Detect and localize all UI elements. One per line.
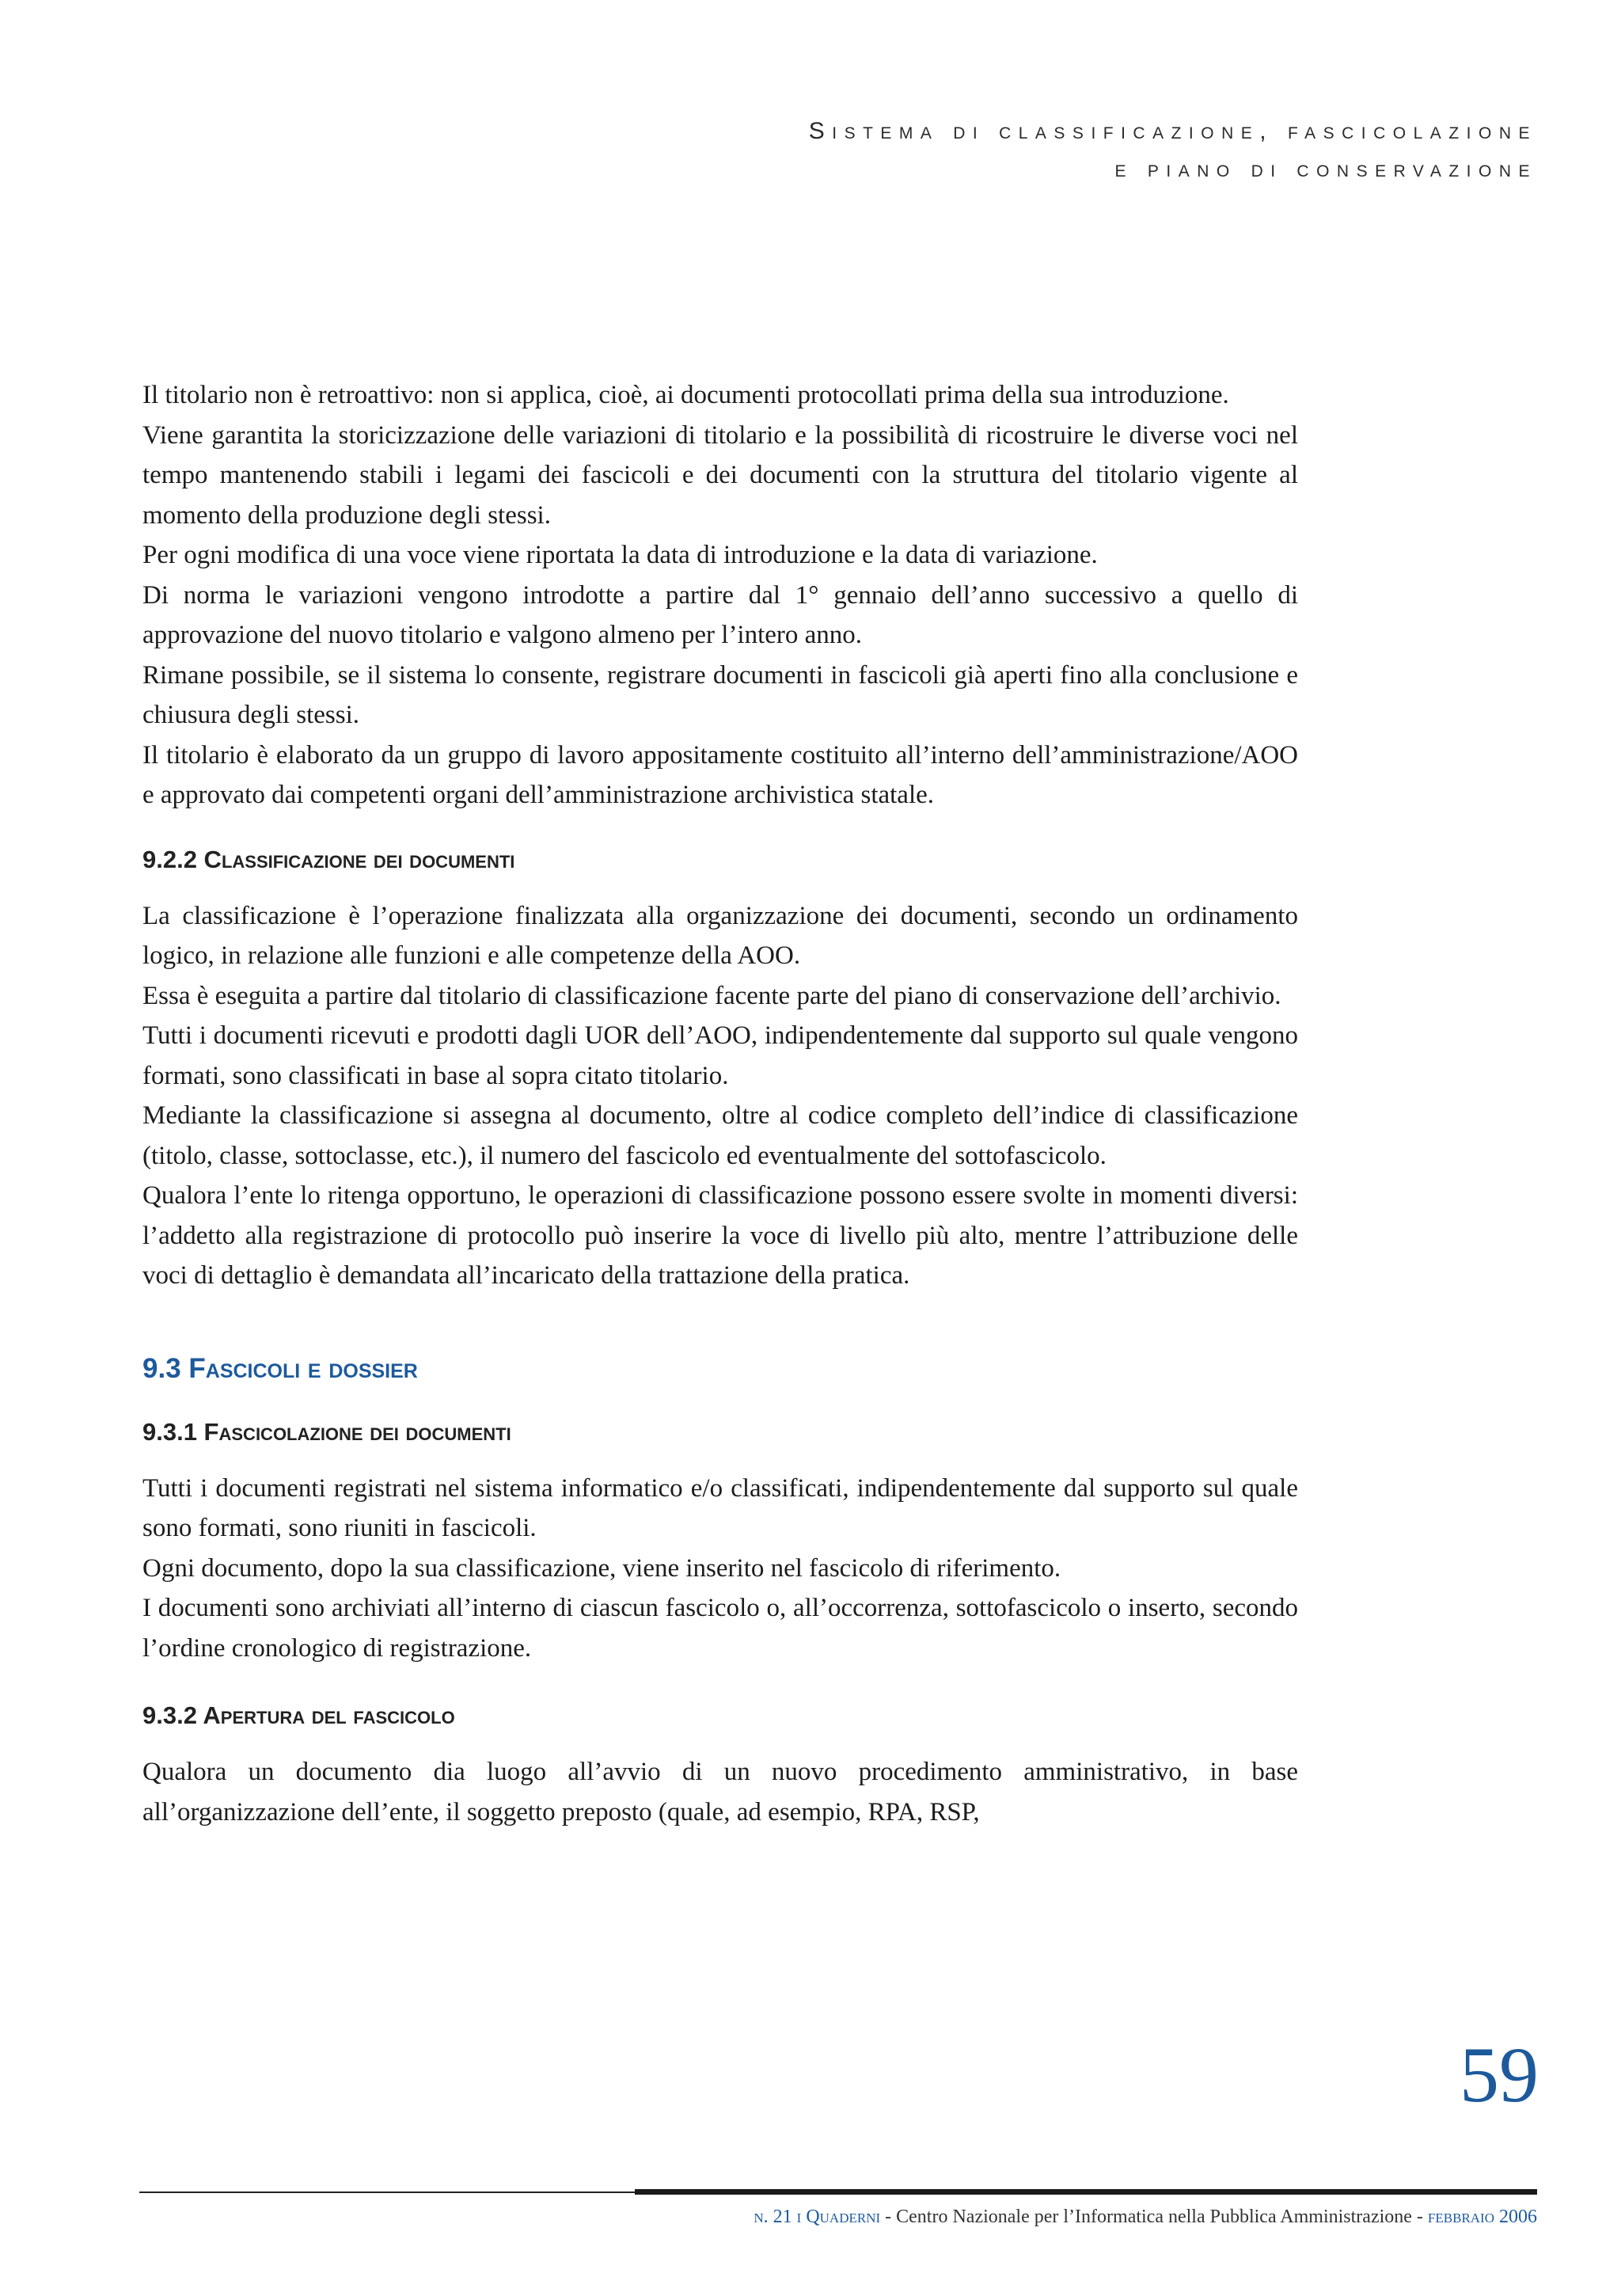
section-heading-9-2-2: 9.2.2 Classificazione dei documenti xyxy=(142,845,515,873)
paragraph: Tutti i documenti ricevuti e prodotti dagli UOR dell’AOO, indipendentemente dal supporto sul quale vengono formati, sono classificati in base al sopra citato titolario. xyxy=(142,1021,1298,1090)
paragraph: Di norma le variazioni vengono introdotte a partire dal 1° gennaio dell’anno successivo a quello di approvazione del nuovo titolario e valgono almeno per l’intero anno. xyxy=(142,580,1298,649)
section-heading-9-3-2: 9.3.2 Apertura del fascicolo xyxy=(142,1701,455,1729)
footer-separator: - xyxy=(1411,2207,1428,2227)
running-header-line-1: Sistema di classificazione, fascicolazione xyxy=(808,118,1537,144)
paragraph: Tutti i documenti registrati nel sistema informatico e/o classificati, indipendentemente dal supporto sul quale sono formati, sono riuniti in fascicoli. xyxy=(142,1473,1298,1542)
page-body xyxy=(142,375,1298,1832)
section-heading-9-3-1: 9.3.1 Fascicolazione dei documenti xyxy=(142,1417,511,1446)
paragraph: Per ogni modifica di una voce viene riportata la data di introduzione e la data di variazione. xyxy=(142,541,1098,569)
paragraph: Mediante la classificazione si assegna al documento, oltre al codice completo dell’indice di classificazione (titolo, classe, sottoclasse, etc.), il numero del fascicolo ed eventualmente del sottofascicolo. xyxy=(142,1101,1298,1170)
paragraph: I documenti sono archiviati all’interno di ciascun fascicolo o, all’occorrenza, sottofascicolo o inserto, secondo l’ordine cronologico di registrazione. xyxy=(142,1594,1298,1663)
intro-block xyxy=(142,375,1298,815)
footer-date: febbraio 2006 xyxy=(1427,2207,1537,2227)
running-header-line-2: e piano di conservazione xyxy=(1114,156,1537,182)
paragraph: Rimane possibile, se il sistema lo consente, registrare documenti in fascicoli già aperti fino alla conclusione e chiusura degli stessi. xyxy=(142,660,1298,729)
paragraph: Ogni documento, dopo la sua classificazione, viene inserito nel fascicolo di riferimento. xyxy=(142,1553,1061,1583)
footer-publisher: Centro Nazionale per l’Informatica nella Pubblica Amministrazione xyxy=(896,2207,1412,2227)
running-header xyxy=(809,112,1537,188)
section-9-3-2-body xyxy=(142,1752,1298,1832)
section-heading-9-3: 9.3 Fascicoli e dossier xyxy=(142,1352,418,1384)
paragraph: La classificazione è l’operazione finalizzata alla organizzazione dei documenti, secondo un ordinamento logico, in relazione alle funzioni e alle competenze della AOO. xyxy=(142,901,1298,970)
paragraph: Il titolario non è retroattivo: non si applica, cioè, ai documenti protocollati prima della sua introduzione. xyxy=(142,381,1229,409)
page-footer xyxy=(754,2204,1537,2229)
section-9-2-2-body xyxy=(142,896,1298,1296)
paragraph: Essa è eseguita a partire dal titolario di classificazione facente parte del piano di conservazione dell’archivio. xyxy=(142,981,1281,1010)
footer-rule-accent xyxy=(635,2189,1537,2195)
paragraph: Qualora l’ente lo ritenga opportuno, le operazioni di classificazione possono essere svolte in momenti diversi: l’addetto alla registrazione di protocollo può inserire la voce di livello più alto, mentre l’attribuzione delle voci di dettaglio è demandata all’incaricato della trattazione della pratica. xyxy=(142,1181,1298,1290)
section-9-3-1-body xyxy=(142,1469,1298,1669)
paragraph: Il titolario è elaborato da un gruppo di lavoro appositamente costituito all’interno dell’amministrazione/AOO e approvato dai competenti organi dell’amministrazione archivistica statale. xyxy=(142,740,1298,809)
footer-issue: n. 21 i Quaderni xyxy=(754,2207,881,2227)
paragraph: Qualora un documento dia luogo all’avvio di un nuovo procedimento amministrativo, in base all’organizzazione dell’ente, il soggetto preposto (quale, ad esempio, RPA, RSP, xyxy=(142,1758,1298,1827)
footer-separator: - xyxy=(880,2207,897,2227)
paragraph: Viene garantita la storicizzazione delle variazioni di titolario e la possibilità di ricostruire le diverse voci nel tempo mantenendo stabili i legami dei fascicoli e dei documenti con la struttura del titolario vigente al momento della produzione degli stessi. xyxy=(142,420,1298,530)
footer-rule xyxy=(139,2191,1537,2193)
page-number: 59 xyxy=(1460,2031,1539,2119)
